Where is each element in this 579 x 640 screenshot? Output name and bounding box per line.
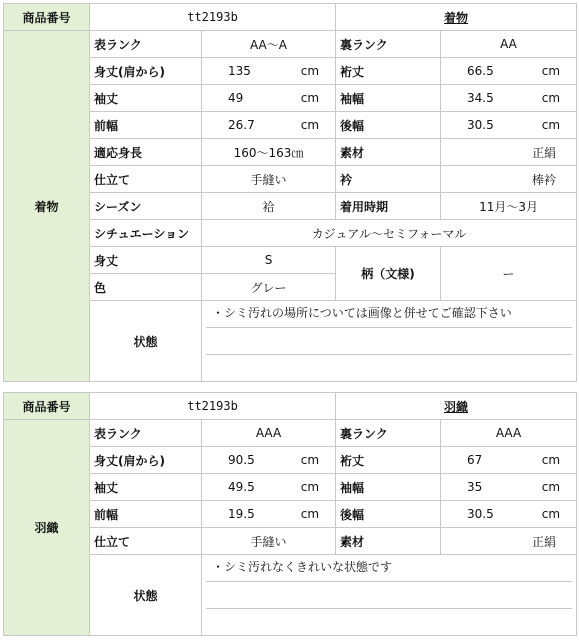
ura-rank-label: 裏ランク <box>336 31 441 58</box>
sodetake-unit: cm <box>300 91 320 105</box>
yukitake-cell <box>441 447 577 474</box>
yukitake-unit: cm <box>541 453 561 467</box>
omote-rank-label: 表ランク <box>90 31 202 58</box>
tekio-label: 適応身長 <box>90 139 202 166</box>
maehaba-value: 26.7 <box>228 118 255 132</box>
omote-rank-value: AAA <box>202 420 336 447</box>
ushirohaba-value: 30.5 <box>467 507 494 521</box>
gara-label: 柄（文様) <box>336 247 441 301</box>
ushirohaba-unit: cm <box>541 507 561 521</box>
maehaba-cell <box>202 112 336 139</box>
sodehaba-value: 35 <box>467 480 483 494</box>
condition-box <box>202 301 577 382</box>
ura-rank-label: 裏ランク <box>336 420 441 447</box>
color-label: 色 <box>90 274 202 301</box>
condition-label: 状態 <box>90 555 202 636</box>
season-label: シーズン <box>90 193 202 220</box>
category-label: 着物 <box>4 31 90 382</box>
condition-box <box>202 555 577 636</box>
product-code: tt2193b <box>90 4 336 31</box>
yukitake-label: 裄丈 <box>336 447 441 474</box>
condition-blank-line <box>206 582 572 609</box>
ushirohaba-cell <box>441 112 577 139</box>
shitate-label: 仕立て <box>90 528 202 555</box>
shitate-label: 仕立て <box>90 166 202 193</box>
ushirohaba-label: 後幅 <box>336 501 441 528</box>
situation-label: シチュエーション <box>90 220 202 247</box>
mitake-unit: cm <box>300 64 320 78</box>
item-type-title: 羽織 <box>336 393 577 420</box>
situation-value: カジュアル～セミフォーマル <box>202 220 577 247</box>
yukitake-label: 裄丈 <box>336 58 441 85</box>
product-code: tt2193b <box>90 393 336 420</box>
chakuyo-label: 着用時期 <box>336 193 441 220</box>
ushirohaba-value: 30.5 <box>467 118 494 132</box>
maehaba-label: 前幅 <box>90 501 202 528</box>
maehaba-label: 前幅 <box>90 112 202 139</box>
chakuyo-value: 11月～3月 <box>441 193 577 220</box>
sozai-value: 正絹 <box>441 528 577 555</box>
maehaba-cell <box>202 501 336 528</box>
sodehaba-unit: cm <box>541 91 561 105</box>
season-value: 袷 <box>202 193 336 220</box>
sozai-label: 素材 <box>336 528 441 555</box>
sodetake-cell <box>202 474 336 501</box>
sodetake-value: 49 <box>228 91 244 105</box>
condition-blank-line <box>206 609 572 635</box>
tekio-value: 160～163㎝ <box>202 139 336 166</box>
condition-blank-line <box>206 328 572 355</box>
mitake-cell <box>202 447 336 474</box>
ushirohaba-cell <box>441 501 577 528</box>
size-label: 身丈 <box>90 247 202 274</box>
yukitake-value: 67 <box>467 453 483 467</box>
sozai-value: 正絹 <box>441 139 577 166</box>
yukitake-cell <box>441 58 577 85</box>
sodetake-unit: cm <box>300 480 320 494</box>
shitate-value: 手縫い <box>202 166 336 193</box>
ura-rank-value: AAA <box>441 420 577 447</box>
product-number-label: 商品番号 <box>4 4 90 31</box>
size-value: S <box>202 247 336 274</box>
sodetake-label: 袖丈 <box>90 85 202 112</box>
sozai-label: 素材 <box>336 139 441 166</box>
mitake-value: 90.5 <box>228 453 255 467</box>
sodetake-cell <box>202 85 336 112</box>
maehaba-value: 19.5 <box>228 507 255 521</box>
ushirohaba-unit: cm <box>541 118 561 132</box>
mitake-label: 身丈(肩から) <box>90 58 202 85</box>
sodehaba-value: 34.5 <box>467 91 494 105</box>
eri-label: 衿 <box>336 166 441 193</box>
mitake-value: 135 <box>228 64 251 78</box>
sodehaba-cell <box>441 85 577 112</box>
condition-text: ・シミ汚れの場所については画像と併せてご確認下さい <box>206 301 572 328</box>
maehaba-unit: cm <box>300 507 320 521</box>
eri-value: 棒衿 <box>441 166 577 193</box>
kimono-spec-table <box>3 3 577 382</box>
condition-label: 状態 <box>90 301 202 382</box>
condition-blank-line <box>206 355 572 381</box>
ura-rank-value: AA <box>441 31 577 58</box>
yukitake-unit: cm <box>541 64 561 78</box>
maehaba-unit: cm <box>300 118 320 132</box>
sodetake-label: 袖丈 <box>90 474 202 501</box>
sodehaba-cell <box>441 474 577 501</box>
ushirohaba-label: 後幅 <box>336 112 441 139</box>
mitake-label: 身丈(肩から) <box>90 447 202 474</box>
condition-text: ・シミ汚れなくきれいな状態です <box>206 555 572 582</box>
product-number-label: 商品番号 <box>4 393 90 420</box>
haori-spec-table <box>3 392 577 636</box>
shitate-value: 手縫い <box>202 528 336 555</box>
yukitake-value: 66.5 <box>467 64 494 78</box>
sodehaba-label: 袖幅 <box>336 85 441 112</box>
mitake-unit: cm <box>300 453 320 467</box>
sodehaba-label: 袖幅 <box>336 474 441 501</box>
mitake-cell <box>202 58 336 85</box>
sodetake-value: 49.5 <box>228 480 255 494</box>
omote-rank-label: 表ランク <box>90 420 202 447</box>
sodehaba-unit: cm <box>541 480 561 494</box>
omote-rank-value: AA～A <box>202 31 336 58</box>
item-type-title: 着物 <box>336 4 577 31</box>
color-value: グレー <box>202 274 336 301</box>
category-label: 羽織 <box>4 420 90 636</box>
gara-value: ー <box>441 247 577 301</box>
